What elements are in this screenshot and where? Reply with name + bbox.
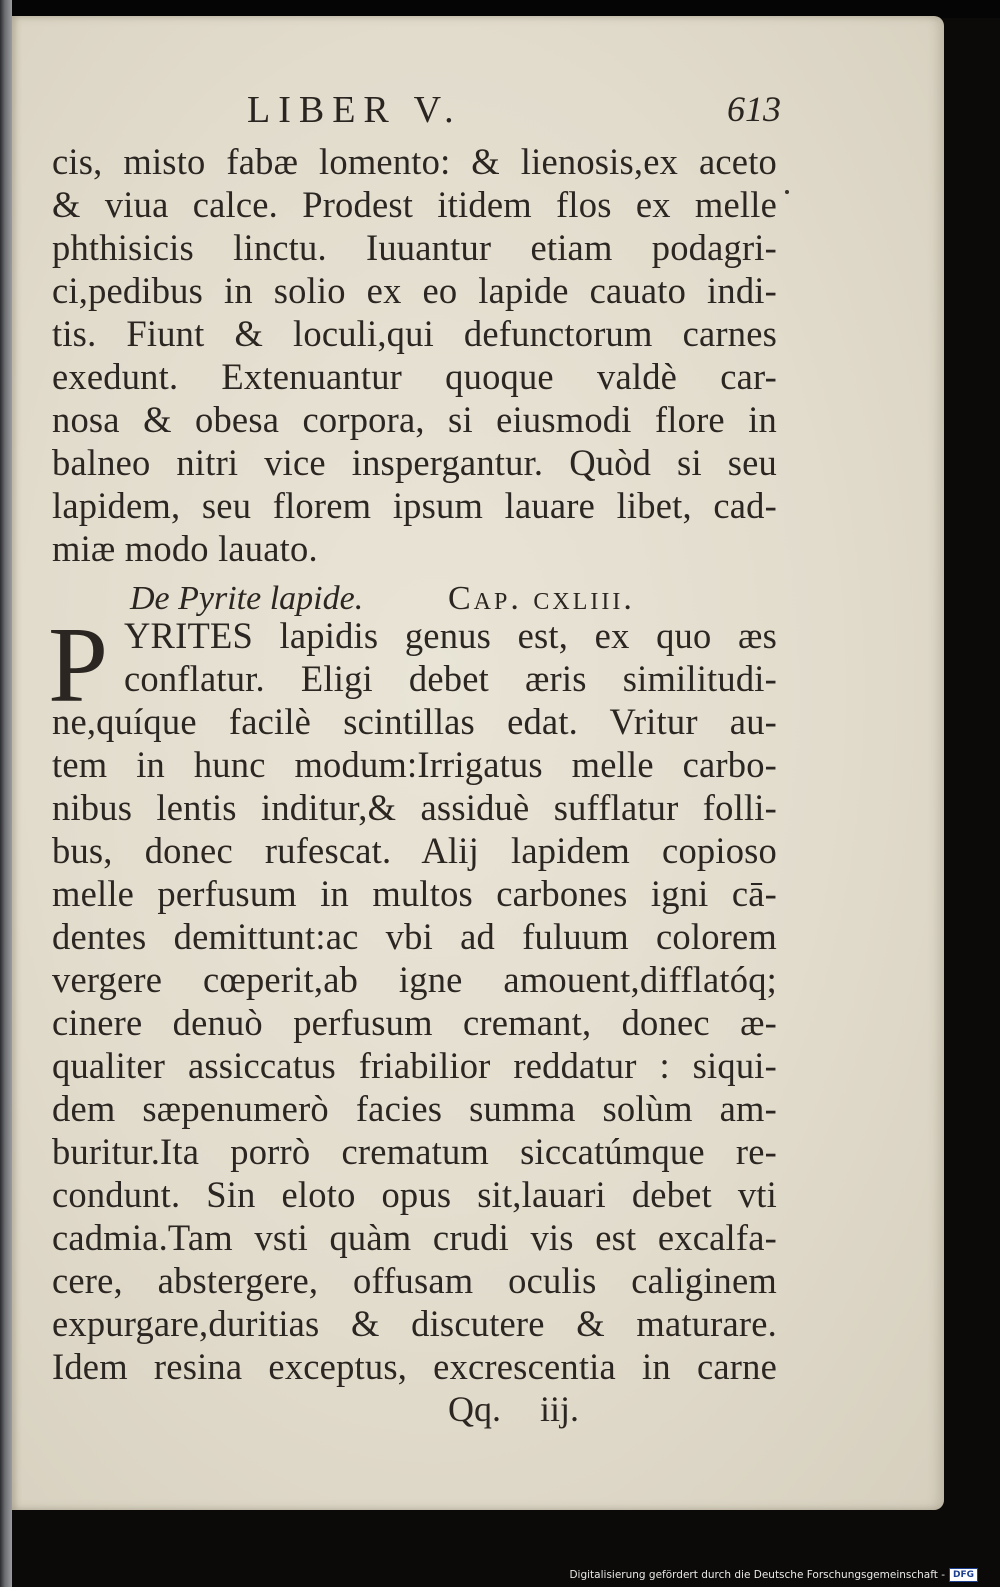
chapter-title: De Pyrite lapide.	[130, 580, 364, 617]
text-line: conflatur. Eligi debet æris similitudi-	[124, 658, 777, 699]
text-line: balneo nitri vice inspergantur. Quòd si seu	[52, 442, 777, 483]
text-line: expurgare,duritias & discutere & maturare.	[52, 1303, 777, 1344]
running-head: LIBER V.	[247, 89, 462, 131]
page-number: 613	[727, 89, 781, 129]
chapter-heading	[130, 580, 700, 618]
text-line: cere, abstergere, offusam oculis caliginem	[52, 1260, 777, 1301]
text-line: cadmia.Tam vsti quàm crudi vis est excalfa-	[52, 1217, 777, 1258]
text-line: dentes demittunt:ac vbi ad fuluum colorem	[52, 916, 777, 957]
text-line: tem in hunc modum:Irrigatus melle carbo-	[52, 744, 777, 785]
text-line: YRITES lapidis genus est, ex quo æs	[124, 615, 777, 656]
signature-mark: Qq. iij.	[448, 1389, 580, 1429]
book-spine-edge	[0, 0, 12, 1587]
text-line: condunt. Sin eloto opus sit,lauari debet vti	[52, 1174, 777, 1215]
text-line: bus, donec rufescat. Alij lapidem copioso	[52, 830, 777, 871]
text-line: & viua calce. Prodest itidem flos ex melle	[52, 184, 777, 225]
text-line: ne,quíque facilè scintillas edat. Vritur au-	[52, 701, 777, 742]
text-line: nosa & obesa corpora, si eiusmodi flore in	[52, 399, 777, 440]
chapter-number: Cap. cxliii.	[448, 580, 635, 617]
dfg-logo: DFG	[949, 1568, 978, 1582]
text-line: cinere denuò perfusum cremant, donec æ-	[52, 1002, 777, 1043]
digitization-credit	[569, 1568, 978, 1582]
text-line: buritur.Ita porrò crematum siccatúmque re-	[52, 1131, 777, 1172]
text-line: miæ modo lauato.	[52, 528, 318, 569]
text-line: exedunt. Extenuantur quoque valdè car-	[52, 356, 777, 397]
text-line: nibus lentis inditur,& assiduè sufflatur folli-	[52, 787, 777, 828]
text-line: phthisicis linctu. Iuuantur etiam podagri-	[52, 227, 777, 268]
book-page	[12, 16, 944, 1510]
text-line: dem sæpenumerò facies summa solùm am-	[52, 1088, 777, 1129]
text-line: tis. Fiunt & loculi,qui defunctorum carnes	[52, 313, 777, 354]
drop-cap-initial: P	[48, 606, 109, 725]
credit-text: Digitalisierung gefördert durch die Deutsche Forschungsgemeinschaft -	[569, 1569, 945, 1581]
ink-speck	[785, 190, 789, 194]
text-line: ci,pedibus in solio ex eo lapide cauato indi-	[52, 270, 777, 311]
text-line: Idem resina exceptus, excrescentia in carne	[52, 1346, 777, 1387]
text-line: cis, misto fabæ lomento: & lienosis,ex aceto	[52, 141, 777, 182]
text-line: melle perfusum in multos carbones igni cā-	[52, 873, 777, 914]
text-line: lapidem, seu florem ipsum lauare libet, cad-	[52, 485, 777, 526]
text-line: vergere cœperit,ab igne amouent,difflatóq;	[52, 959, 777, 1000]
text-line: qualiter assiccatus friabilior reddatur : siqui-	[52, 1045, 777, 1086]
